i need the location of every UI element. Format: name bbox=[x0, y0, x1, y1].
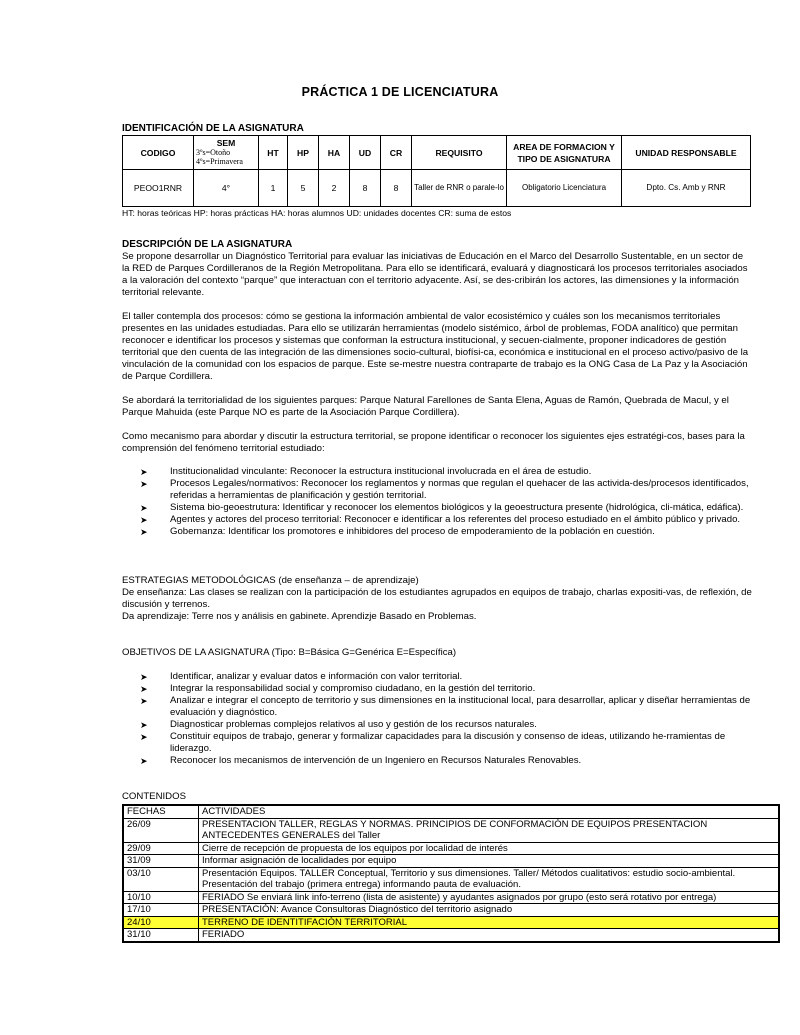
descripcion-paragraph-3: Se abordará la territorialidad de los siguientes parques: Parque Natural Farellones de Santa Elena, Aguas de Ramón, Quebrada de Macul, y el Parque Mahuida (este Parque NO es parte de la Asociación Parque Cordillera). bbox=[122, 395, 729, 418]
list-item: ➤ Analizar e integrar el concepto de territorio y sus dimensiones en la institucional local, para desarrollar, aplicar y diseñar herramientas de evaluación y diagnóstico. bbox=[140, 695, 751, 718]
col-codigo: CODIGO bbox=[123, 136, 194, 170]
arrow-bullet-icon: ➤ bbox=[140, 696, 148, 706]
contenidos-heading: CONTENIDOS bbox=[122, 791, 186, 802]
list-item: ➤ Reconocer los mecanismos de intervención de un Ingeniero en Recursos Naturales Renovables. bbox=[140, 755, 582, 766]
list-item: ➤ Constituir equipos de trabajo, generar y formalizar capacidades para la discusión y consenso de ideas, utilizando he-rramientas de liderazgo. bbox=[140, 731, 726, 754]
objetivos-list bbox=[140, 671, 752, 767]
estrategias-heading: ESTRATEGIAS METODOLÓGICAS (de enseñanza – de aprendizaje) bbox=[122, 575, 419, 586]
list-item: ➤ Identificar, analizar y evaluar datos e información con valor territorial. bbox=[140, 671, 463, 682]
row-fecha: 03/10 bbox=[123, 867, 199, 891]
row-fecha: 17/10 bbox=[123, 904, 199, 917]
ident-heading: IDENTIFICACIÓN DE LA ASIGNATURA bbox=[122, 123, 304, 134]
table-row bbox=[123, 867, 779, 891]
arrow-bullet-icon: ➤ bbox=[140, 515, 148, 525]
row-actividad: Cierre de recepción de propuesta de los equipos por localidad de interés bbox=[199, 842, 780, 855]
ident-table bbox=[122, 135, 751, 207]
val-unidad: Dpto. Cs. Amb y RNR bbox=[622, 170, 751, 207]
row-actividad: FERIADO Se enviará link info-terreno (lista de asistente) y ayudantes asignados por grupo (esto será rotativo por entrega) bbox=[199, 891, 780, 904]
list-item: ➤ Institucionalidad vinculante: Reconocer la estructura institucional involucrada en el área de estudio. bbox=[140, 466, 592, 477]
val-ud: 8 bbox=[350, 170, 381, 207]
arrow-bullet-icon: ➤ bbox=[140, 467, 148, 477]
list-item: ➤ Diagnosticar problemas complejos relativos al uso y gestión de los recursos naturales. bbox=[140, 719, 537, 730]
row-fecha: 26/09 bbox=[123, 818, 199, 842]
row-actividad: Presentación Equipos. TALLER Conceptual, Territorio y sus dimensiones. Taller/ Métodos cualitativos: estudio socio-ambiental. Presentación del trabajo (primera entrega) informando pauta de evaluación. bbox=[199, 867, 780, 891]
table-row bbox=[123, 855, 779, 868]
row-actividad: TERRENO DE IDENTITIFACIÓN TERRITORIAL bbox=[199, 916, 780, 929]
val-requisito: Taller de RNR o parale-lo bbox=[412, 170, 507, 207]
descripcion-heading: DESCRIPCIÓN DE LA ASIGNATURA bbox=[122, 239, 293, 250]
estrategias-aprendizaje: Da aprendizaje: Terre nos y análisis en gabinete. Aprendizje Basado en Problemas. bbox=[122, 611, 477, 622]
col-sem-label: SEM bbox=[216, 138, 236, 148]
arrow-bullet-icon: ➤ bbox=[140, 503, 148, 513]
row-fecha: 10/10 bbox=[123, 891, 199, 904]
col-ha: HA bbox=[319, 136, 350, 170]
col-ud: UD bbox=[350, 136, 381, 170]
arrow-bullet-icon: ➤ bbox=[140, 732, 148, 742]
arrow-bullet-icon: ➤ bbox=[140, 684, 148, 694]
table-row bbox=[123, 818, 779, 842]
arrow-bullet-icon: ➤ bbox=[140, 720, 148, 730]
row-actividad: PRESENTACION TALLER, REGLAS Y NORMAS. PRINCIPIOS DE CONFORMACIÓN DE EQUIPOS PRESENTACION ANTECEDENTES GENERALES del Taller bbox=[199, 818, 780, 842]
descripcion-paragraph-4: Como mecanismo para abordar y discutir la estructura territorial, se propone identificar o reconocer los siguientes ejes estratégi-cos, bases para la comprensión del fenómeno territorial estudiado: bbox=[122, 431, 745, 454]
row-fecha: 31/09 bbox=[123, 855, 199, 868]
col-fechas: FECHAS bbox=[123, 805, 199, 818]
ejes-list bbox=[140, 466, 752, 538]
estrategias-ensenanza: De enseñanza: Las clases se realizan con la participación de los estudiantes agrupados en equipos de trabajo, charlas expositi-vas, de reflexión, de discusión y terrenos. bbox=[122, 587, 752, 610]
ident-note: HT: horas teóricas HP: horas prácticas HA: horas alumnos UD: unidades docentes CR: suma de estos bbox=[122, 208, 512, 218]
val-area: Obligatorio Licenciatura bbox=[507, 170, 622, 207]
col-actividades: ACTIVIDADES bbox=[199, 805, 780, 818]
page-title: PRÁCTICA 1 DE LICENCIATURA bbox=[301, 85, 499, 99]
table-row-highlighted bbox=[123, 916, 779, 929]
col-requisito: REQUISITO bbox=[412, 136, 507, 170]
arrow-bullet-icon: ➤ bbox=[140, 479, 148, 489]
list-item: ➤ Agentes y actores del proceso territorial: Reconocer e identificar a los referentes del proceso estudiado en el ámbito público y privado. bbox=[140, 514, 741, 525]
list-item: ➤ Procesos Legales/normativos: Reconocer los reglamentos y normas que regulan el quehacer de las activida-des/procesos identificados, referidas a herramientas de planificación y gestión territorial. bbox=[140, 478, 749, 501]
list-item: ➤ Gobernanza: Identificar los promotores e inhibidores del proceso de empoderamiento de la población en cuestión. bbox=[140, 526, 655, 537]
descripcion-paragraph-1: Se propone desarrollar un Diagnóstico Territorial para evaluar las iniciativas de Educación en el Marco del Desarrollo Sustentable, en un sector de la RED de Parques Cordilleranos de la Región Metropolitana. Para ello se identificará, evaluará y diagnosticará los procesos territoriales asociados a la valoración del contexto “parque” que interactuan con el territorio adyacente. Así, se des-cribirán los actores, las dimensiones y la información territorial relevante. bbox=[122, 251, 748, 298]
val-hp: 5 bbox=[288, 170, 319, 207]
table-row bbox=[123, 842, 779, 855]
sem-note-otono: 3ºs=Otoño bbox=[196, 148, 231, 157]
table-header-row bbox=[123, 805, 779, 818]
col-sem bbox=[194, 136, 259, 170]
col-hp: HP bbox=[288, 136, 319, 170]
row-actividad: FERIADO bbox=[199, 929, 780, 942]
contenidos-table bbox=[122, 804, 780, 943]
descripcion-paragraph-2: El taller contempla dos procesos: cómo se gestiona la información ambiental de valor ecosistémico y cuáles son los mecanismos territoriales presentes en las unidades estudiadas. Para ello se utilizarán herramientas (modelo sistémico, árbol de problemas, FODA analítico) que permitan reconocer e identificar los procesos y sistemas que conforman la estructura institucional, y secuen-cialmente, proponer indicadores de gestión territorial que den cuenta de las integración de las dimensiones socio-cultural, biofísi-ca, económica e institucional en el proceso activo/pasivo de la vinculación de la comunidad con los espacios de parque. Este se-mestre nuestra contraparte de trabajo es la ONG Casa de La Paz y la Asociación de Parque Cordillera. bbox=[122, 311, 749, 382]
objetivos-heading: OBJETIVOS DE LA ASIGNATURA (Tipo: B=Básica G=Genérica E=Específica) bbox=[122, 647, 457, 658]
arrow-bullet-icon: ➤ bbox=[140, 527, 148, 537]
list-item: ➤ Sistema bio-geoestrutura: Identificar y reconocer los elementos biológicos y la geoestructura presente (hidrológica, cli-mática, edáfica). bbox=[140, 502, 744, 513]
col-area: AREA DE FORMACION Y TIPO DE ASIGNATURA bbox=[507, 136, 622, 170]
val-codigo: PEOO1RNR bbox=[123, 170, 194, 207]
row-actividad: Informar asignación de localidades por equipo bbox=[199, 855, 780, 868]
val-ha: 2 bbox=[319, 170, 350, 207]
val-sem: 4° bbox=[194, 170, 259, 207]
col-ht: HT bbox=[259, 136, 288, 170]
arrow-bullet-icon: ➤ bbox=[140, 756, 148, 766]
val-cr: 8 bbox=[381, 170, 412, 207]
val-ht: 1 bbox=[259, 170, 288, 207]
col-unidad: UNIDAD RESPONSABLE bbox=[622, 136, 751, 170]
row-fecha: 31/10 bbox=[123, 929, 199, 942]
table-row bbox=[123, 929, 779, 942]
row-actividad: PRESENTACIÓN: Avance Consultoras Diagnóstico del territorio asignado bbox=[199, 904, 780, 917]
sem-note-primavera: 4ºs=Primavera bbox=[196, 157, 243, 166]
col-cr: CR bbox=[381, 136, 412, 170]
arrow-bullet-icon: ➤ bbox=[140, 672, 148, 682]
row-fecha: 24/10 bbox=[123, 916, 199, 929]
list-item: ➤ Integrar la responsabilidad social y compromiso ciudadano, en la gestión del territorio. bbox=[140, 683, 536, 694]
table-row bbox=[123, 891, 779, 904]
row-fecha: 29/09 bbox=[123, 842, 199, 855]
table-row bbox=[123, 904, 779, 917]
